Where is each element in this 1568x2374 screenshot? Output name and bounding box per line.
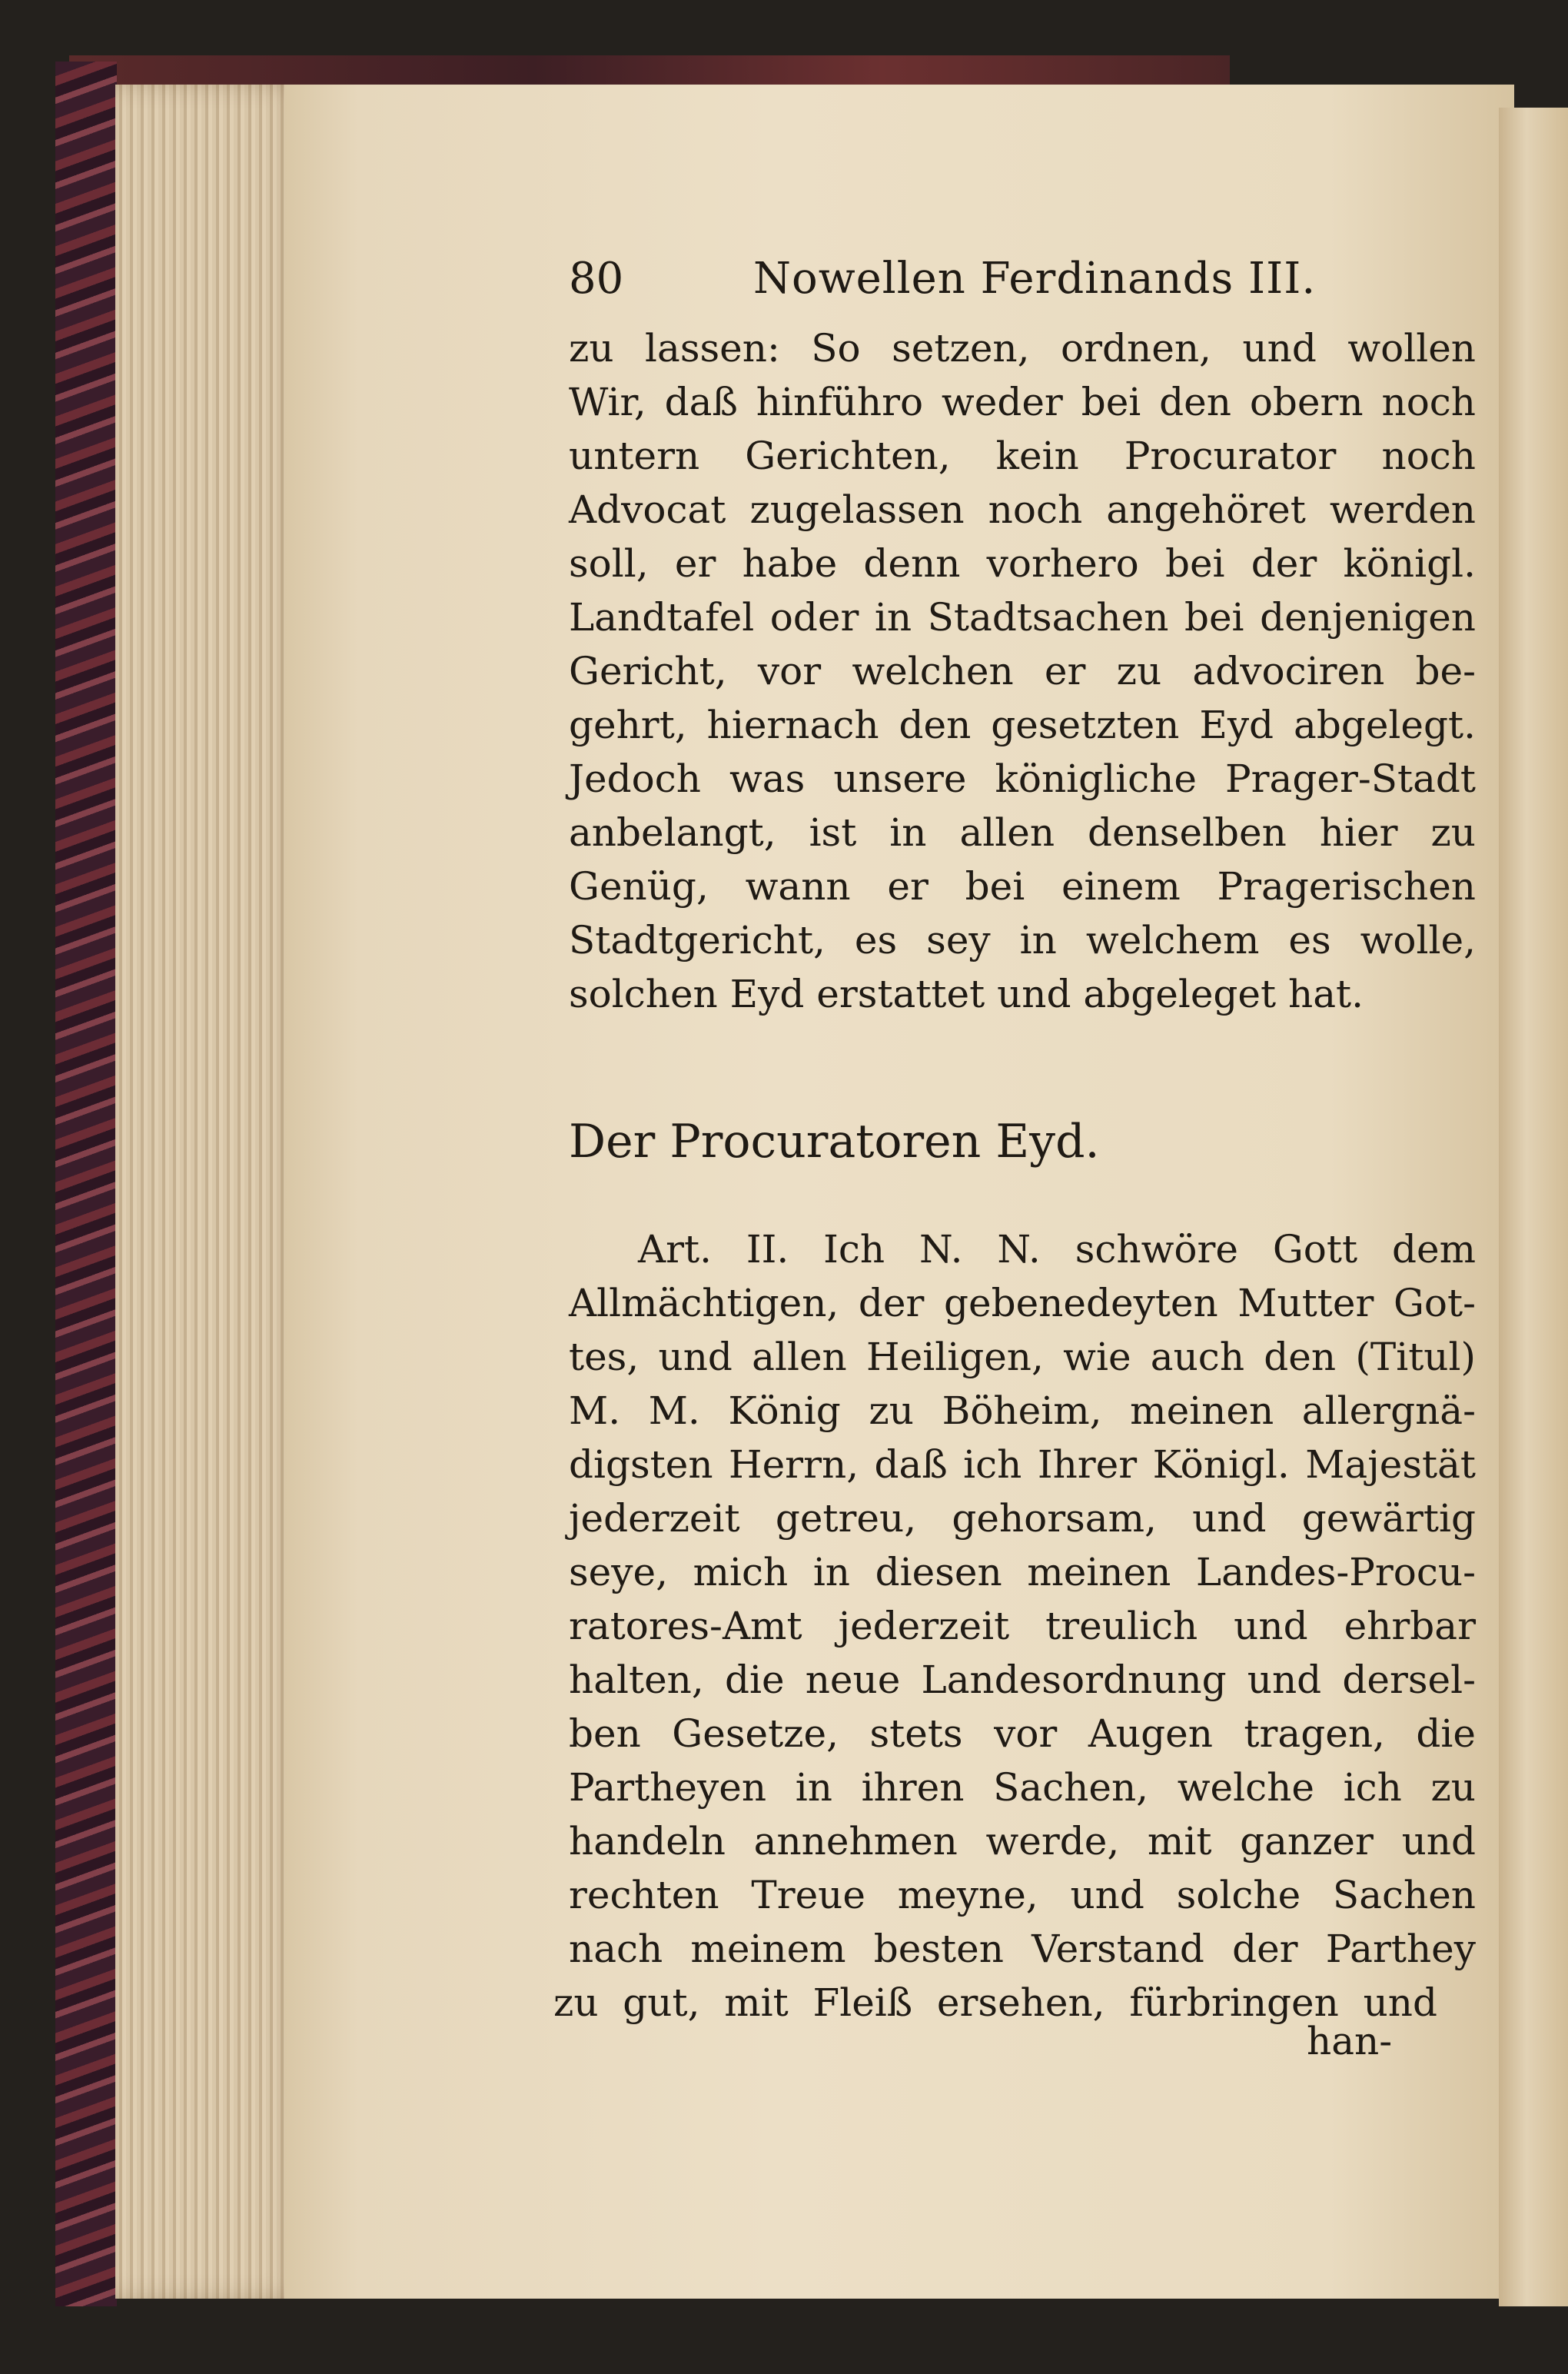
section-heading: Der Procuratoren Eyd.: [569, 1115, 1100, 1169]
running-header: [569, 244, 1337, 314]
text-line: M. M. König zu Böheim, meinen allergnä-: [569, 1388, 1476, 1433]
text-line: seye, mich in diesen meinen Landes-Procu-: [569, 1550, 1476, 1594]
text-line: jederzeit getreu, gehorsam, und gewärtig: [569, 1496, 1476, 1541]
text-line: gehrt, hiernach den gesetzten Eyd abgelegt.: [569, 703, 1476, 747]
text-line: Allmächtigen, der gebenedeyten Mutter Got-: [569, 1281, 1476, 1325]
text-line: zu lassen: So setzen, ordnen, und wollen: [569, 326, 1476, 371]
text-line: soll, er habe denn vorhero bei der königl.: [569, 541, 1476, 586]
text-line: ratores-Amt jederzeit treulich und ehrbar: [569, 1604, 1476, 1648]
text-line: digsten Herrn, daß ich Ihrer Königl. Majestät: [569, 1442, 1476, 1487]
text-line: Jedoch was unsere königliche Prager-Stadt: [569, 756, 1476, 801]
text-line: Landtafel oder in Stadtsachen bei denjenigen: [569, 595, 1476, 640]
running-title: Nowellen Ferdinands III.: [753, 254, 1317, 304]
text-line: Genüg, wann er bei einem Pragerischen: [569, 864, 1476, 909]
text-line: Stadtgericht, es sey in welchem es wolle,: [569, 918, 1476, 963]
text-line: ben Gesetze, stets vor Augen tragen, die: [569, 1711, 1476, 1756]
text-line: Partheyen in ihren Sachen, welche ich zu: [569, 1765, 1476, 1810]
page-number: 80: [569, 254, 624, 304]
text-line: Art. II. Ich N. N. schwöre Gott dem: [638, 1227, 1476, 1272]
facing-page-edge: [1499, 108, 1568, 2306]
catchword: han-: [1307, 2019, 1393, 2063]
text-line: tes, und allen Heiligen, wie auch den (Titul): [569, 1335, 1476, 1379]
text-line: zu gut, mit Fleiß ersehen, fürbringen und: [553, 1980, 1437, 2025]
text-line: Wir, daß hinführo weder bei den obern noch: [569, 380, 1476, 424]
text-line: rechten Treue meyne, und solche Sachen: [569, 1873, 1476, 1917]
text-line: Advocat zugelassen noch angehöret werden: [569, 487, 1476, 532]
text-line: untern Gerichten, kein Procurator noch: [569, 434, 1476, 478]
text-line: handeln annehmen werde, mit ganzer und: [569, 1819, 1476, 1864]
text-line: anbelangt, ist in allen denselben hier zu: [569, 810, 1476, 855]
text-line: solchen Eyd erstattet und abgeleget hat.: [569, 972, 1364, 1016]
text-line: Gericht, vor welchen er zu advociren be-: [569, 649, 1476, 693]
page-edges: [115, 85, 307, 2299]
text-line: nach meinem besten Verstand der Parthey: [569, 1927, 1476, 1971]
book-cover-marbled: [55, 62, 117, 2306]
text-line: halten, die neue Landesordnung und dersel-: [569, 1657, 1476, 1702]
